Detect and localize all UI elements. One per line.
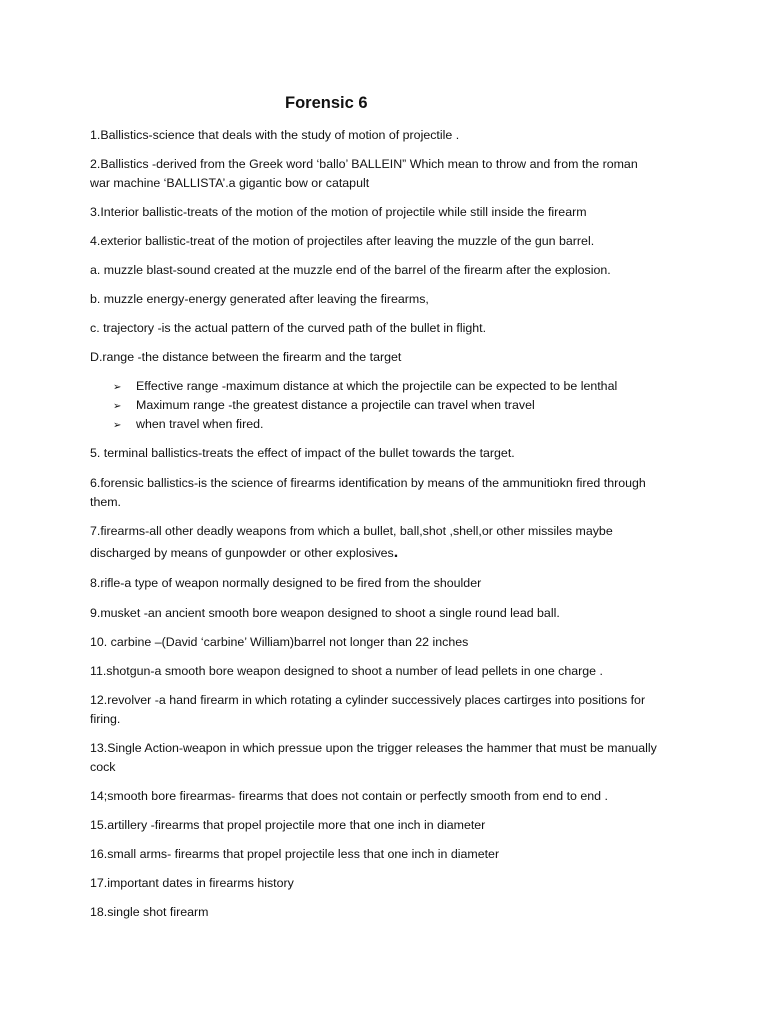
bullet-arrow-icon: ➢ [113,382,122,393]
bullet-arrow-icon: ➢ [113,401,122,412]
text-line: 12.revolver -a hand firearm in which rotating a cylinder successively places cartirges into positions for [90,693,646,707]
text-line: 2.Ballistics -derived from the Greek word ‘ballo’ BALLEIN” Which mean to throw and from the roman [90,157,638,171]
text-line: cock [90,760,116,774]
text-line: 3.Interior ballistic-treats of the motion of the motion of projectile while still inside the firearm [90,205,587,219]
text-line: war machine ‘BALLISTA’.a gigantic bow or catapult [90,176,370,190]
text-line: 6.forensic ballistics-is the science of firearms identification by means of the ammunitiokn fired through [90,476,646,490]
text-line: D.range -the distance between the firearm and the target [90,350,402,364]
text-line: 9.musket -an ancient smooth bore weapon designed to shoot a single round lead ball. [90,606,560,620]
text-line [90,544,690,563]
text-line: 16.small arms- firearms that propel projectile less that one inch in diameter [90,847,500,861]
document-title: Forensic 6 [285,94,368,112]
text-line-body: discharged by means of gunpowder or other explosives [90,546,394,560]
bullet-item: Effective range -maximum distance at which the projectile can be expected to be lenthal [136,379,618,393]
text-line: 1.Ballistics-science that deals with the study of motion of projectile . [90,128,460,142]
text-line: 4.exterior ballistic-treat of the motion of projectiles after leaving the muzzle of the gun barrel. [90,234,595,248]
text-line: 10. carbine –(David ‘carbine’ William)barrel not longer than 22 inches [90,635,469,649]
text-line: a. muzzle blast-sound created at the muzzle end of the barrel of the firearm after the explosion. [90,263,611,277]
text-line: 11.shotgun-a smooth bore weapon designed to shoot a number of lead pellets in one charge . [90,664,603,678]
text-line: firing. [90,712,121,726]
text-line: 5. terminal ballistics-treats the effect of impact of the bullet towards the target. [90,446,515,460]
text-line: 14;smooth bore firearmas- firearms that does not contain or perfectly smooth from end to end . [90,789,608,803]
text-line: 15.artillery -firearms that propel projectile more that one inch in diameter [90,818,486,832]
text-line: 18.single shot firearm [90,905,209,919]
bullet-item: Maximum range -the greatest distance a projectile can travel when travel [136,398,535,412]
text-line: 7.firearms-all other deadly weapons from which a bullet, ball,shot ,shell,or other missiles maybe [90,524,613,538]
text-line: 17.important dates in firearms history [90,876,294,890]
text-line: 8.rifle-a type of weapon normally designed to be fired from the shoulder [90,576,482,590]
text-line: them. [90,495,121,509]
bullet-arrow-icon: ➢ [113,420,122,431]
trailing-period: . [393,544,399,561]
text-line: 13.Single Action-weapon in which pressue upon the trigger releases the hammer that must be manually [90,741,657,755]
text-line: c. trajectory -is the actual pattern of the curved path of the bullet in flight. [90,321,487,335]
bullet-item: when travel when fired. [136,417,264,431]
text-line: b. muzzle energy-energy generated after leaving the firearms, [90,292,429,306]
